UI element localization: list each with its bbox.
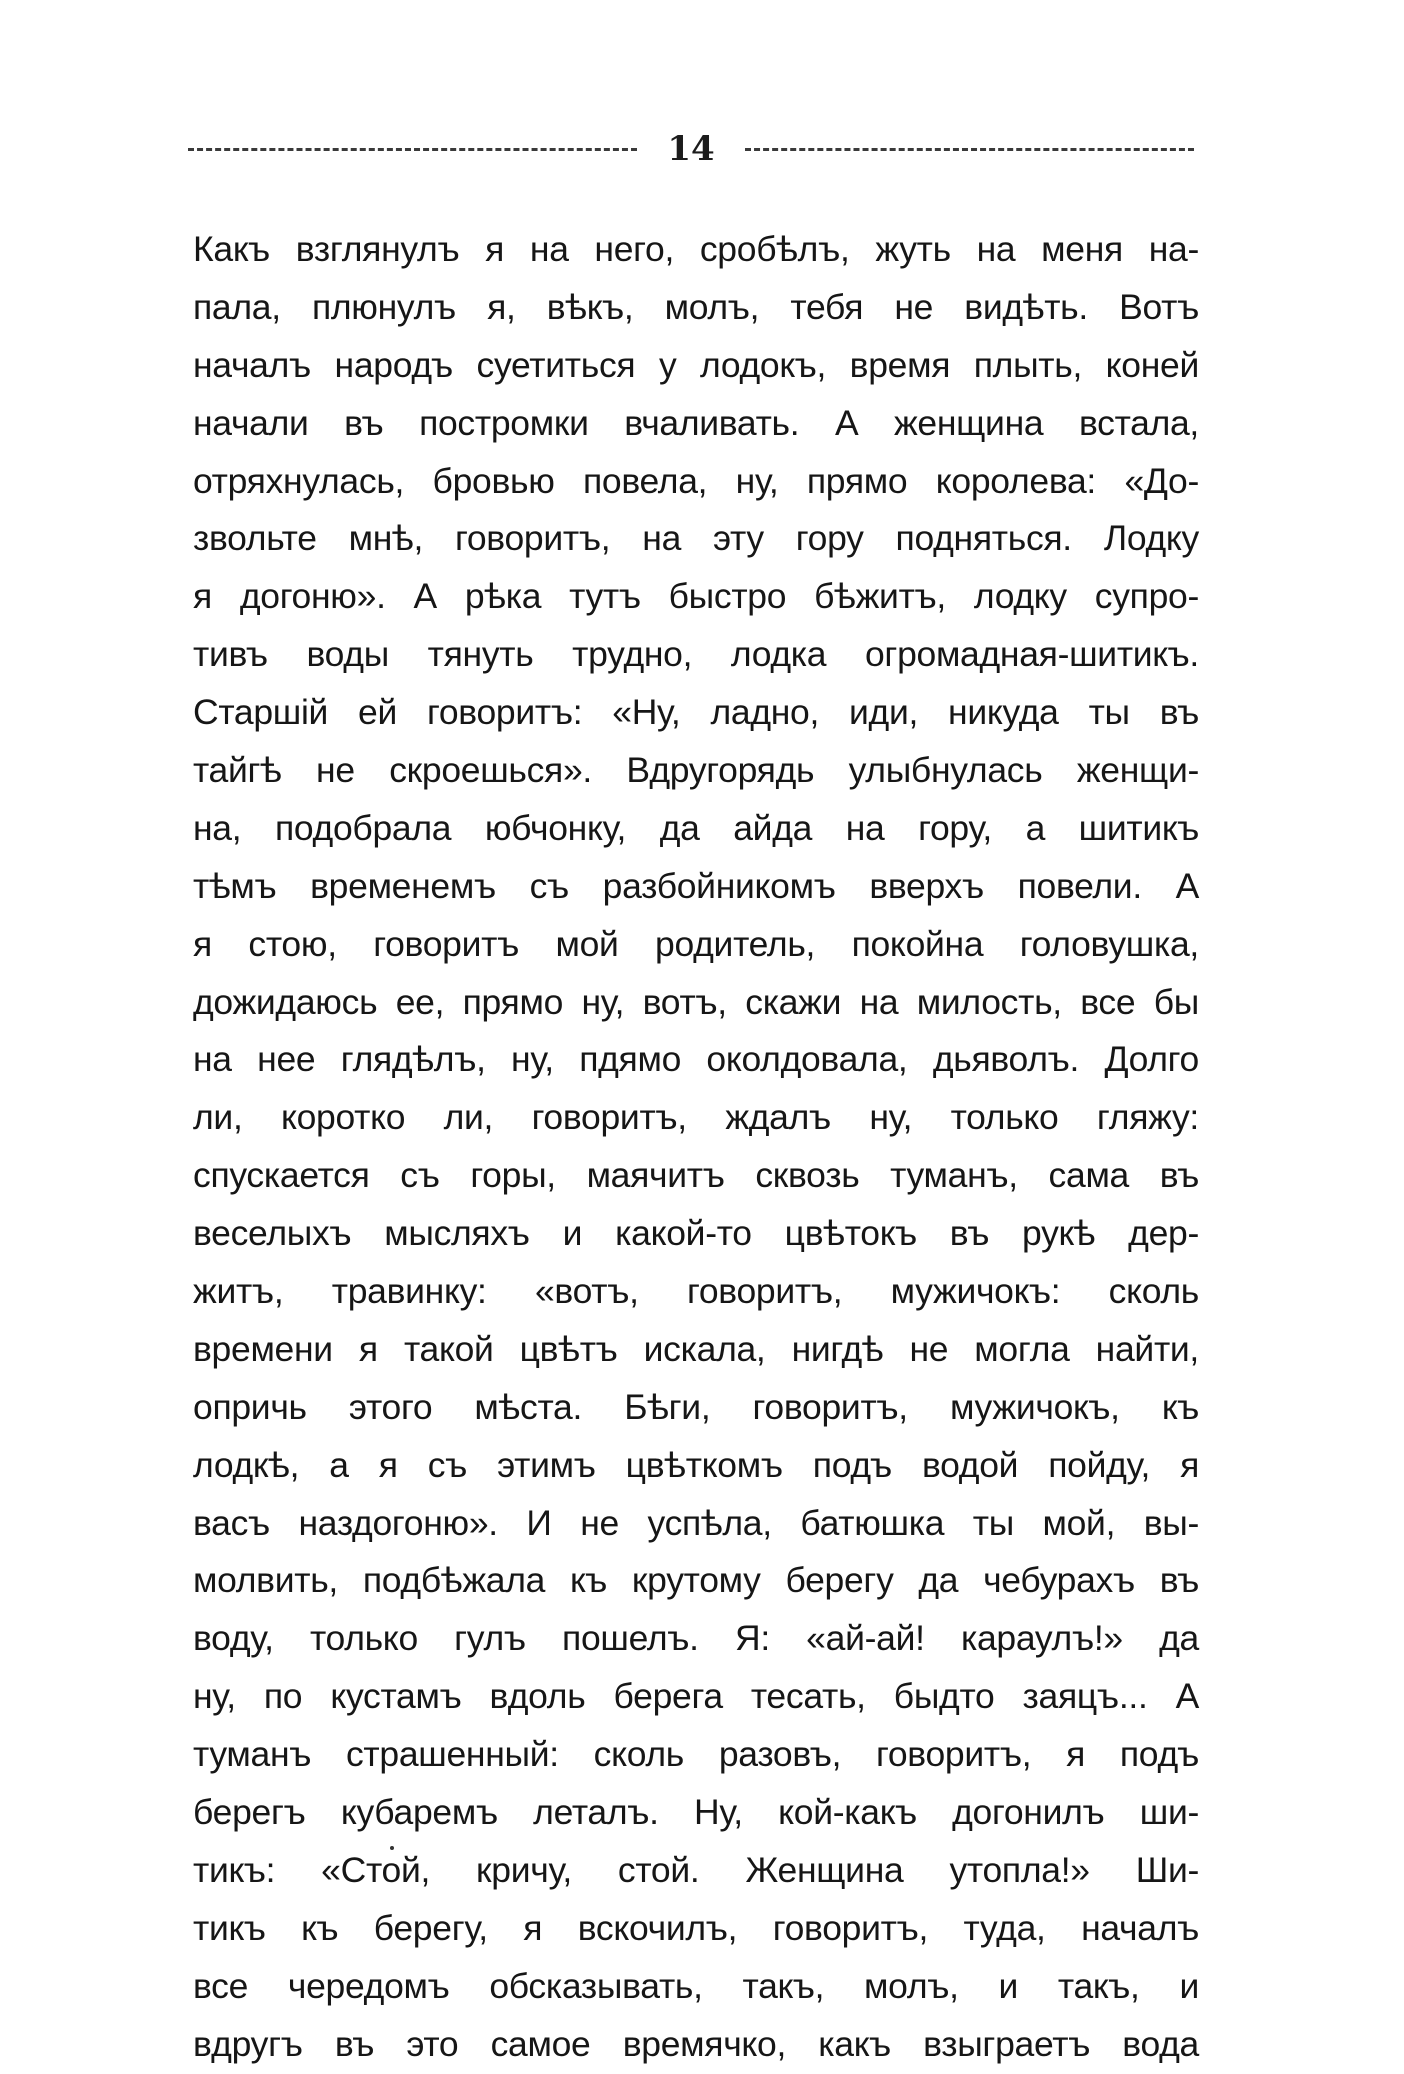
- text-line: пала, плюнулъ я, вѣкъ, молъ, тебя не видѣть. Вотъ: [193, 286, 1199, 327]
- text-line: Старшій ей говоритъ: «Ну, ладно, иди, никуда ты въ: [193, 692, 1199, 733]
- text-line: отряхнулась, бровью повела, ну, прямо королева: «До-: [193, 460, 1199, 501]
- text-line: дожидаюсь ее, прямо ну, вотъ, скажи на милость, все бы: [193, 981, 1199, 1022]
- text-line: началъ народъ суетиться у лодокъ, время плыть, коней: [193, 344, 1199, 385]
- text-line: лодкѣ, а я съ этимъ цвѣткомъ подъ водой пойду, я: [193, 1444, 1199, 1485]
- text-line: васъ наздогоню». И не успѣла, батюшка ты мой, вы-: [193, 1502, 1199, 1543]
- text-line: времени я такой цвѣтъ искала, нигдѣ не могла найти,: [193, 1328, 1199, 1369]
- text-line: веселыхъ мысляхъ и какой-то цвѣтокъ въ рукѣ дер-: [193, 1213, 1199, 1254]
- text-line: тикъ къ берегу, я вскочилъ, говоритъ, туда, началъ: [193, 1907, 1199, 1948]
- text-line: тикъ: «Стой, кричу, стой. Женщина утопла!» Ши-: [193, 1849, 1199, 1890]
- page-header: [188, 124, 1194, 174]
- text-line: начали въ постромки вчаливать. А женщина встала,: [193, 402, 1199, 443]
- text-line: тайгѣ не скроешься». Вдругорядь улыбнулась женщи-: [193, 750, 1199, 791]
- text-line: я стою, говоритъ мой родитель, покойна головушка,: [193, 923, 1199, 964]
- print-speck: [390, 1846, 394, 1850]
- text-line: Какъ взглянулъ я на него, сробѣлъ, жуть на меня на-: [193, 229, 1199, 269]
- text-line: я догоню». А рѣка тутъ быстро бѣжитъ, лодку супро-: [193, 576, 1199, 617]
- text-line: ли, коротко ли, говоритъ, ждалъ ну, только гляжу:: [193, 1097, 1199, 1138]
- text-line: туманъ страшенный: сколь разовъ, говоритъ, я подъ: [193, 1734, 1199, 1775]
- text-line: на, подобрала юбчонку, да айда на гору, а шитикъ: [193, 807, 1199, 848]
- text-line: тивъ воды тянуть трудно, лодка огромадная-шитикъ.: [193, 634, 1199, 675]
- page-number: 14: [667, 129, 715, 169]
- text-line: молвить, подбѣжала къ крутому берегу да чебурахъ въ: [193, 1560, 1199, 1601]
- text-line: тѣмъ временемъ съ разбойникомъ вверхъ повели. А: [193, 865, 1199, 906]
- text-line: берегъ кубаремъ леталъ. Ну, кой-какъ догонилъ ши-: [193, 1792, 1199, 1833]
- text-line: воду, только гулъ пошелъ. Я: «ай-ай! караулъ!» да: [193, 1618, 1199, 1659]
- body-text: [193, 221, 1199, 2074]
- text-line: житъ, травинку: «вотъ, говоритъ, мужичокъ: сколь: [193, 1271, 1199, 1312]
- header-rule-right: [745, 148, 1194, 151]
- text-line: все чередомъ обсказывать, такъ, молъ, и такъ, и: [193, 1965, 1199, 2006]
- text-line: на нее глядѣлъ, ну, пдямо околдовала, дьяволъ. Долго: [193, 1039, 1199, 1080]
- text-line: спускается съ горы, маячитъ сквозь туманъ, сама въ: [193, 1155, 1199, 1196]
- text-line: звольте мнѣ, говоритъ, на эту гору подняться. Лодку: [193, 518, 1199, 559]
- header-rule-left: [188, 148, 637, 151]
- text-line: вдругъ въ это самое времячко, какъ взыграетъ вода: [193, 2023, 1199, 2064]
- text-line: ну, по кустамъ вдоль берега тесать, быдто заяцъ... А: [193, 1676, 1199, 1717]
- text-line: опричь этого мѣста. Бѣги, говоритъ, мужичокъ, къ: [193, 1386, 1199, 1427]
